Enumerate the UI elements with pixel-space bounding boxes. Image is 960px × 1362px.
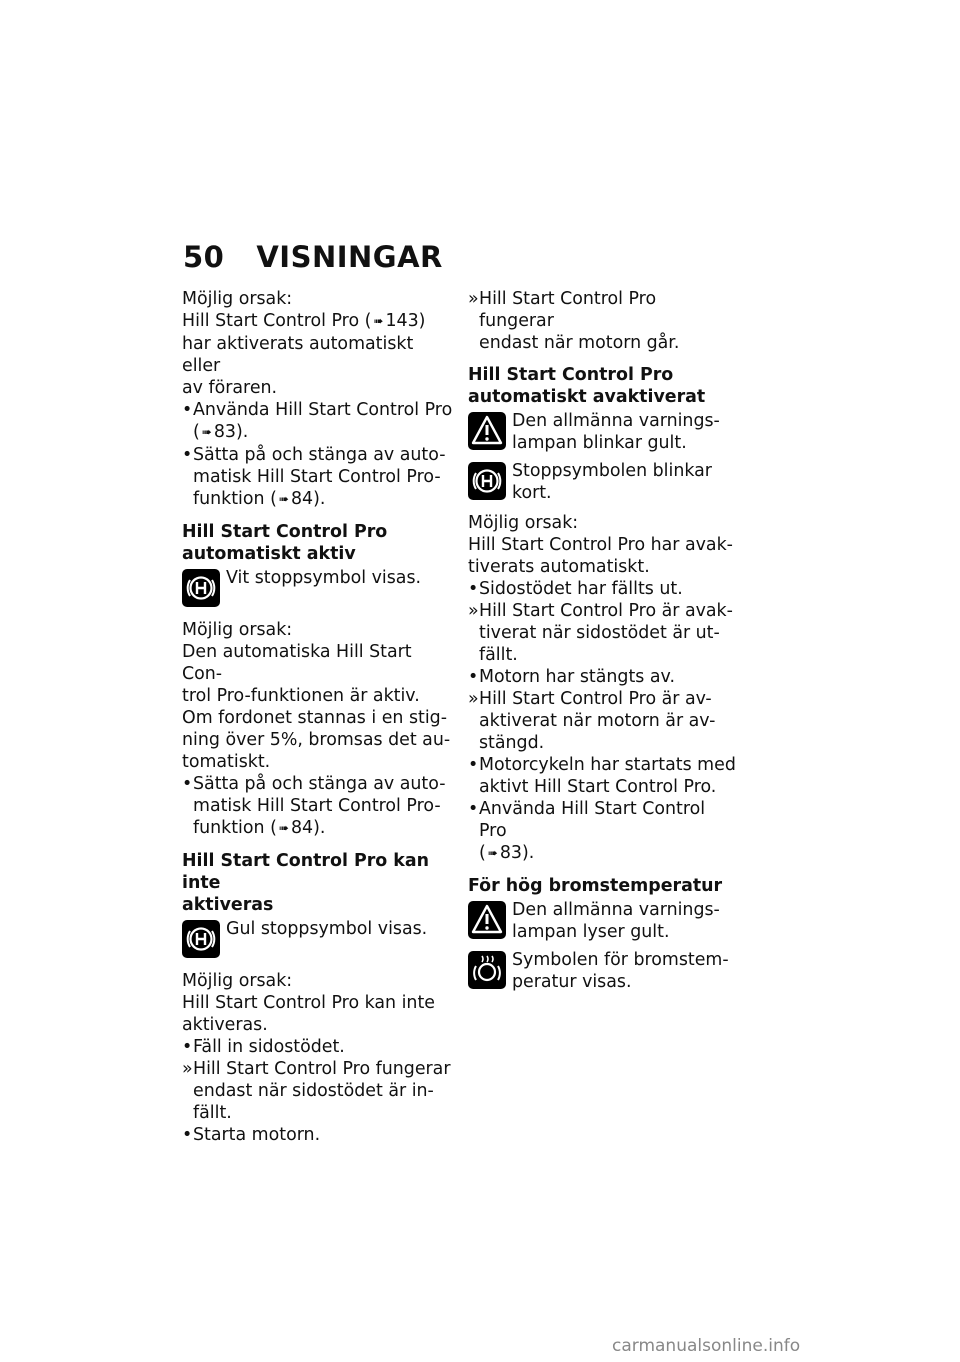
bullet-icon: • — [182, 774, 193, 794]
symbol-row: Den allmänna varnings- lampan lyser gult. — [468, 899, 736, 943]
paragraph: Möjlig orsak: — [182, 289, 293, 309]
list-item: •Använda Hill Start Control Pro ( ➠ 83). — [468, 799, 706, 863]
paragraph: Möjlig orsak: — [182, 971, 293, 991]
warning-triangle-icon — [468, 412, 506, 450]
list-item: •Sätta på och stänga av auto- matisk Hill Start Control Pro- funktion ( ➠ 84). — [182, 445, 446, 509]
symbol-row: Stoppsymbolen blinkar kort. — [468, 460, 736, 504]
ref-arrow-icon: ➠ — [278, 492, 289, 506]
ref-arrow-icon: ➠ — [278, 821, 289, 835]
result-item: »Hill Start Control Pro fungerar endast när sidostödet är in- fällt. — [182, 1059, 451, 1123]
section-heading: Hill Start Control Pro automatiskt avaktiverat — [468, 365, 706, 407]
symbol-row: Den allmänna varnings- lampan blinkar gult. — [468, 410, 736, 454]
result-icon: » — [468, 601, 479, 621]
ref-arrow-icon: ➠ — [373, 314, 384, 328]
watermark: carmanualsonline.info — [612, 1336, 801, 1356]
bullet-icon: • — [468, 579, 479, 599]
symbol-row: Vit stoppsymbol visas. — [182, 567, 454, 611]
result-icon: » — [182, 1059, 193, 1079]
hill-start-icon — [182, 920, 220, 958]
ref-arrow-icon: ➠ — [201, 425, 212, 439]
list-item: •Fäll in sidostödet. — [182, 1037, 345, 1057]
right-column — [468, 288, 736, 993]
result-item: »Hill Start Control Pro fungerar endast när motorn går. — [468, 289, 680, 353]
bullet-icon: • — [182, 445, 193, 465]
symbol-row: Gul stoppsymbol visas. — [182, 918, 454, 962]
list-item: •Motorcykeln har startats med aktivt Hill Start Control Pro. — [468, 755, 736, 797]
page-title: VISNINGAR — [256, 240, 443, 274]
ref-arrow-icon: ➠ — [487, 846, 498, 860]
paragraph: Möjlig orsak: — [468, 513, 579, 533]
list-item: •Motorn har stängts av. — [468, 667, 675, 687]
warning-triangle-icon — [468, 901, 506, 939]
paragraph: Om fordonet stannas i en stig- ning över 5%, bromsas det au- tomatiskt. — [182, 708, 451, 772]
section-heading: Hill Start Control Pro automatiskt aktiv — [182, 522, 388, 564]
left-column — [182, 288, 454, 1146]
result-icon: » — [468, 289, 479, 309]
hill-start-icon — [468, 462, 506, 500]
bullet-icon: • — [182, 1037, 193, 1057]
brake-temperature-icon — [468, 951, 506, 989]
bullet-icon: • — [468, 755, 479, 775]
symbol-row: Symbolen för bromstem- peratur visas. — [468, 949, 736, 993]
result-item: »Hill Start Control Pro är av- aktiverat när motorn är av- stängd. — [468, 689, 716, 753]
hill-start-icon — [182, 569, 220, 607]
bullet-icon: • — [182, 1125, 193, 1145]
list-item: •Sätta på och stänga av auto- matisk Hill Start Control Pro- funktion ( ➠ 84). — [182, 774, 446, 838]
list-item: •Starta motorn. — [182, 1125, 321, 1145]
bullet-icon: • — [468, 799, 479, 819]
paragraph: Hill Start Control Pro kan inte aktiveras. — [182, 993, 435, 1035]
paragraph: Hill Start Control Pro ( ➠ 143) har aktiverats automatiskt eller av föraren. — [182, 311, 426, 398]
paragraph: Hill Start Control Pro har avak- tiverats automatiskt. — [468, 535, 733, 577]
section-heading: Hill Start Control Pro kan inte aktiveras — [182, 851, 429, 915]
bullet-icon: • — [182, 400, 193, 420]
bullet-icon: • — [468, 667, 479, 687]
list-item: •Sidostödet har fällts ut. — [468, 579, 683, 599]
paragraph: Den automatiska Hill Start Con- trol Pro-funktionen är aktiv. — [182, 642, 420, 706]
section-heading: För hög bromstemperatur — [468, 876, 723, 896]
paragraph: Möjlig orsak: — [182, 620, 293, 640]
result-icon: » — [468, 689, 479, 709]
page-number: 50 — [183, 240, 225, 274]
page-header — [183, 240, 443, 274]
list-item: •Använda Hill Start Control Pro ( ➠ 83). — [182, 400, 453, 442]
result-item: »Hill Start Control Pro är avak- tiverat när sidostödet är ut- fällt. — [468, 601, 733, 665]
